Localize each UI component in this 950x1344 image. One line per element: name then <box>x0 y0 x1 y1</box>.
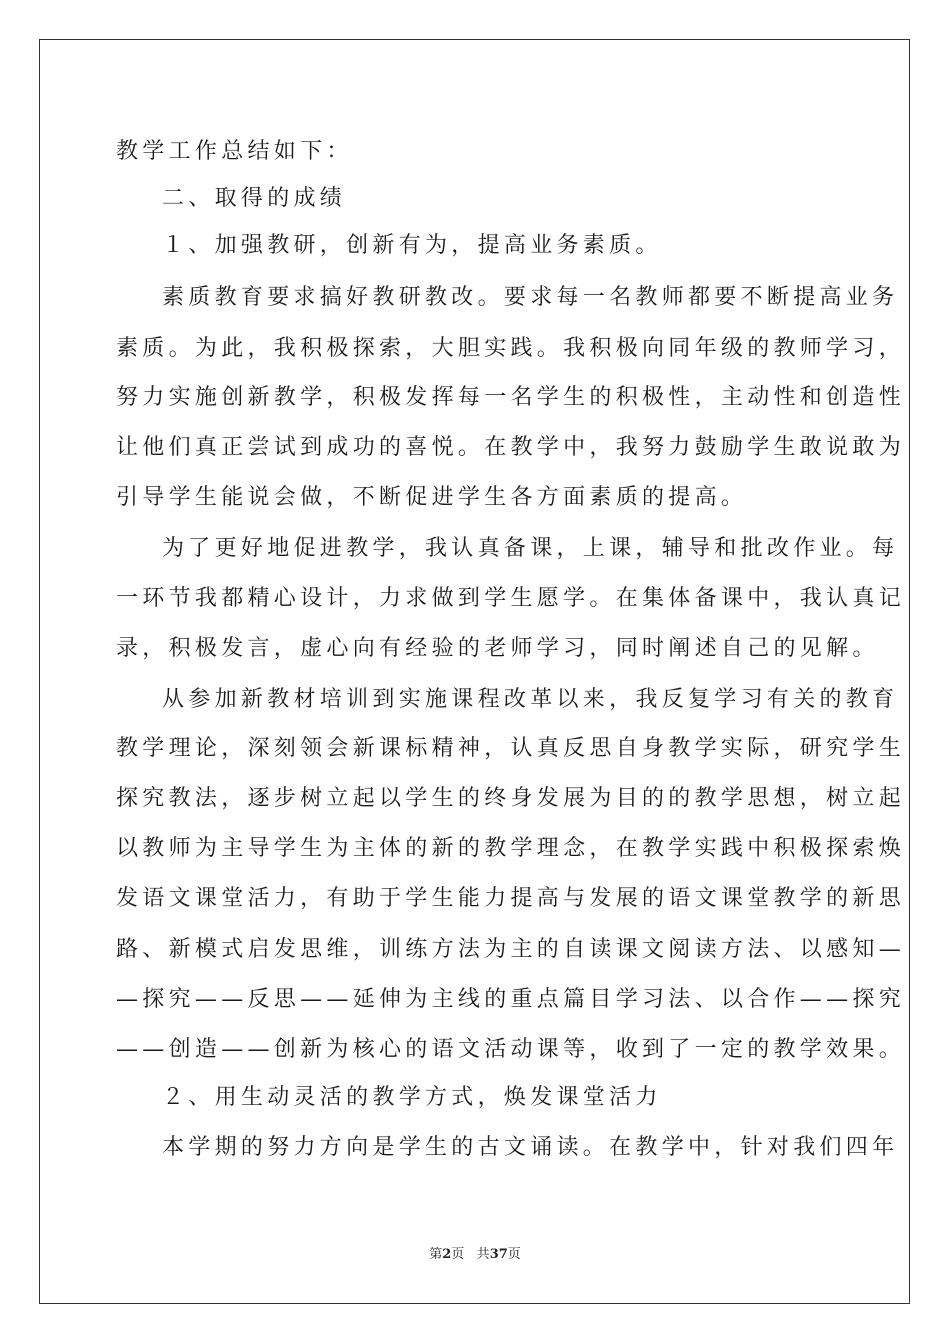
text-line: 路、新模式启发思维，训练方法为主的自读课文阅读方法、以感知— <box>116 937 906 962</box>
text-line: 以教师为主导学生为主体的新的教学理念，在教学实践中积极探索焕 <box>116 836 906 861</box>
text-line: ——创造——创新为核心的语文活动课等，收到了一定的教学效果。 <box>116 1037 906 1062</box>
text-line: 教学工作总结如下： <box>116 139 353 164</box>
total-prefix: 共 <box>476 1247 490 1262</box>
text-line: 本学期的努力方向是学生的古文诵读。在教学中，针对我们四年 <box>162 1135 899 1160</box>
subsection-heading: ２、用生动灵活的教学方式，焕发课堂活力 <box>162 1085 662 1110</box>
text-line: 教学理论，深刻领会新课标精神，认真反思自身教学实际，研究学生 <box>116 736 906 761</box>
text-line: 努力实施创新教学，积极发挥每一名学生的积极性，主动性和创造性 <box>116 385 906 410</box>
page-prefix: 第 <box>429 1247 443 1262</box>
text-line: 探究教法，逐步树立起以学生的终身发展为目的的教学思想，树立起 <box>116 786 906 811</box>
text-line: 素质教育要求搞好教研教改。要求每一名教师都要不断提高业务 <box>162 285 899 310</box>
page-border <box>39 39 910 1304</box>
text-line: 素质。为此，我积极探索，大胆实践。我积极向同年级的教师学习， <box>116 336 906 361</box>
subsection-heading: １、加强教研，创新有为，提高业务素质。 <box>162 233 662 258</box>
total-pages: 37 <box>489 1247 508 1262</box>
text-line: 从参加新教材培训到实施课程改革以来，我反复学习有关的教育 <box>162 687 899 712</box>
text-line: 录，积极发言，虚心向有经验的老师学习，同时阐述自己的见解。 <box>116 636 879 661</box>
text-line: 发语文课堂活力，有助于学生能力提高与发展的语文课堂教学的新思 <box>116 886 906 911</box>
text-line: —探究——反思——延伸为主线的重点篇目学习法、以合作——探究 <box>116 987 906 1012</box>
text-line: 为了更好地促进教学，我认真备课，上课，辅导和批改作业。每 <box>162 536 899 561</box>
total-suffix: 页 <box>507 1247 521 1262</box>
section-heading: 二、取得的成绩 <box>162 186 347 211</box>
text-line: 一环节我都精心设计，力求做到学生愿学。在集体备课中，我认真记 <box>116 586 906 611</box>
page-suffix: 页 <box>451 1247 465 1262</box>
page-number: 2 <box>442 1247 452 1262</box>
text-line: 让他们真正尝试到成功的喜悦。在教学中，我努力鼓励学生敢说敢为 <box>116 435 906 460</box>
page-footer <box>0 1246 950 1264</box>
text-line: 引导学生能说会做，不断促进学生各方面素质的提高。 <box>116 485 748 510</box>
